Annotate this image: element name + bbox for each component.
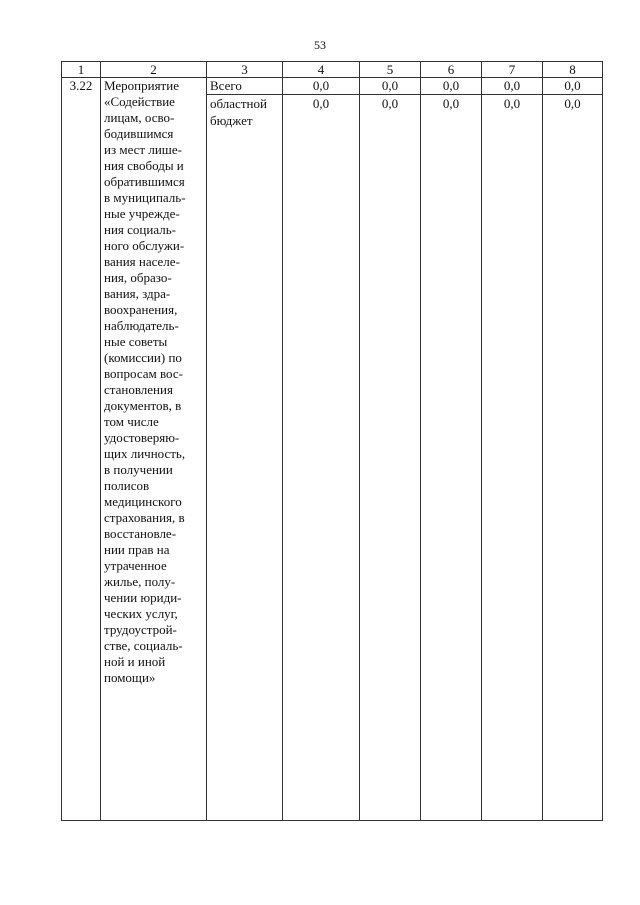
value-cell: 0,0: [543, 78, 603, 95]
column-header: 3: [207, 62, 283, 78]
funding-source-regional: областной бюджет: [207, 95, 283, 821]
value-cell: 0,0: [421, 95, 482, 821]
row-number: 3.22: [62, 78, 101, 821]
budget-table: [61, 61, 603, 821]
column-header: 2: [101, 62, 207, 78]
value-cell: 0,0: [360, 95, 421, 821]
header-row: [62, 62, 603, 78]
value-cell: 0,0: [360, 78, 421, 95]
column-header: 5: [360, 62, 421, 78]
value-cell: 0,0: [482, 78, 543, 95]
column-header: 8: [543, 62, 603, 78]
value-cell: 0,0: [283, 78, 360, 95]
funding-source-total: Всего: [207, 78, 283, 95]
value-cell: 0,0: [421, 78, 482, 95]
page-number: 53: [314, 38, 326, 52]
activity-description: Мероприятие «Содействие лицам, осво- бодившимся из мест лише- ния свободы и обратившимся в муниципаль- ные учрежде- ния социаль- ного обслужи- вания населе- ния, образо- вания, здра- воохранения, наблюдатель- ные советы (комиссии) по вопросам вос- становления документов, в том числе удостоверяю- щих личность, в получении полисов медицинского страхования, в восстановле- нии прав на утраченное жилье, полу- чении юриди- ческих услуг, трудоустрой- стве, социаль- ной и иной помощи»: [101, 78, 207, 821]
column-header: 1: [62, 62, 101, 78]
value-cell: 0,0: [283, 95, 360, 821]
value-cell: 0,0: [543, 95, 603, 821]
column-header: 4: [283, 62, 360, 78]
column-header: 6: [421, 62, 482, 78]
column-header: 7: [482, 62, 543, 78]
table-row: [62, 78, 603, 95]
value-cell: 0,0: [482, 95, 543, 821]
